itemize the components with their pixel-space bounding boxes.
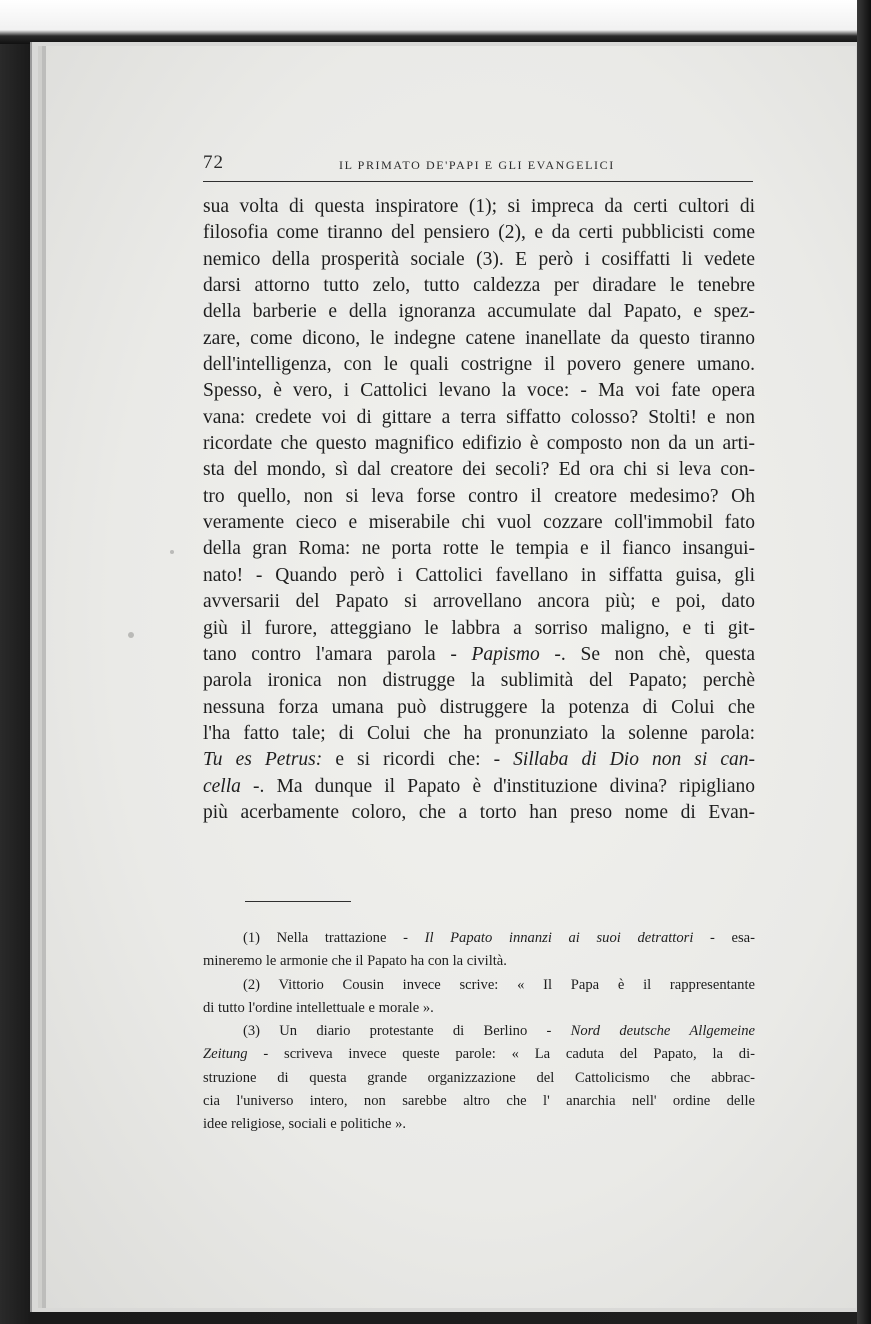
text-line: sua volta di questa inspiratore (1); si impreca da certi cultori di bbox=[203, 196, 755, 217]
text-run: - scriveva invece queste parole: « La caduta del Papato, la di- bbox=[247, 1046, 755, 1063]
italic-text: Il Papato innanzi ai suoi detrattori bbox=[424, 930, 694, 946]
text-line bbox=[203, 774, 755, 800]
footnote-line bbox=[203, 927, 755, 950]
text-line: giù il furore, atteggiano le labbra a sorriso maligno, e ti git- bbox=[203, 617, 755, 639]
text-line: Spesso, è vero, i Cattolici levano la voce: - Ma voi fate opera bbox=[203, 380, 755, 402]
text-line: dell'intelligenza, con le quali costrigne il povero genere umano. bbox=[203, 354, 755, 376]
text-line: ricordate che questo magnifico edifizio è composto non da un arti- bbox=[203, 433, 755, 455]
footnote-line: (2) Vittorio Cousin invece scrive: « Il Papa è il rappresentante bbox=[243, 976, 755, 993]
text-line bbox=[203, 642, 755, 668]
text-line: parola ironica non distrugge la sublimità del Papato; perchè bbox=[203, 670, 755, 692]
footnotes bbox=[203, 927, 755, 1136]
text-line: zare, come dicono, le indegne catene inanellate da questo tiranno bbox=[203, 327, 755, 349]
text-line: vana: credete voi di gittare a terra siffatto colosso? Stolti! e non bbox=[203, 406, 755, 428]
text-line: sta del mondo, sì dal creatore dei secoli? Ed ora chi si leva con- bbox=[203, 459, 755, 481]
italic-text: cella bbox=[203, 775, 241, 797]
text-run: (1) Nella trattazione - bbox=[243, 930, 425, 946]
footnote-line: cia l'universo intero, non sarebbe altro che l' anarchia nell' ordine delle bbox=[203, 1092, 755, 1109]
text-line: darsi attorno tutto zelo, tutto caldezza per diradare le tenebre bbox=[203, 275, 755, 297]
italic-text: Papismo bbox=[471, 643, 540, 665]
text-line: della barberie e della ignoranza accumulate dal Papato, e spez- bbox=[203, 301, 755, 323]
scan-top-edge bbox=[0, 0, 871, 44]
footnote-line: di tutto l'ordine intellettuale e morale ». bbox=[203, 999, 434, 1016]
text-line: tro quello, non si leva forse contro il creatore medesimo? Oh bbox=[203, 485, 755, 507]
text-line: avversarii del Papato si arrovellano ancora più; e poi, dato bbox=[203, 591, 755, 613]
italic-text: Tu es Petrus: bbox=[203, 749, 323, 771]
body-text bbox=[203, 194, 755, 826]
scan-right-edge bbox=[857, 0, 871, 1324]
footnote-line bbox=[203, 1043, 755, 1066]
text-run: -. Se non chè, questa bbox=[539, 643, 755, 665]
text-line: più acerbamente coloro, che a torto han preso nome di Evan- bbox=[203, 801, 755, 823]
running-head: IL PRIMATO DE'PAPI E GLI EVANGELICI bbox=[339, 158, 615, 172]
text-line: nessuna forza umana può distruggere la potenza di Colui che bbox=[203, 696, 755, 718]
footnote-separator bbox=[245, 901, 351, 902]
text-line bbox=[203, 747, 755, 773]
header-rule bbox=[203, 181, 753, 182]
footnote-line bbox=[203, 1020, 755, 1043]
text-run: e si ricordi che: - bbox=[322, 749, 514, 771]
text-line: della gran Roma: ne porta rotte le tempia e il fianco insangui- bbox=[203, 538, 755, 560]
paper-speck bbox=[170, 550, 174, 554]
italic-text: Sillaba di Dio non si can- bbox=[513, 749, 755, 771]
text-run: tano contro l'amara parola - bbox=[203, 643, 472, 665]
italic-text: Nord deutsche Allgemeine bbox=[570, 1023, 755, 1039]
footnote-line: struzione di questa grande organizzazione del Cattolicismo che abbrac- bbox=[203, 1069, 755, 1086]
text-line: l'ha fatto tale; di Colui che ha pronunziato la solenne parola: bbox=[203, 722, 755, 744]
text-run: (3) Un diario protestante di Berlino - bbox=[243, 1023, 571, 1039]
text-line: nato! - Quando però i Cattolici favellano in siffatta guisa, gli bbox=[203, 564, 755, 586]
paper-speck bbox=[128, 632, 134, 638]
footnote-line: mineremo le armonie che il Papato ha con la civiltà. bbox=[203, 953, 507, 970]
page-number: 72 bbox=[203, 152, 224, 173]
italic-text: Zeitung bbox=[203, 1046, 248, 1063]
text-run: -. Ma dunque il Papato è d'instituzione divina? ripigliano bbox=[240, 775, 755, 797]
text-line: nemico della prosperità sociale (3). E però i cosiffatti li vedete bbox=[203, 248, 755, 270]
footnote-line: idee religiose, sociali e politiche ». bbox=[203, 1116, 407, 1132]
page-header bbox=[203, 152, 753, 176]
text-line: filosofia come tiranno del pensiero (2), e da certi pubblicisti come bbox=[203, 222, 755, 244]
text-run: - esa- bbox=[693, 930, 755, 946]
text-line: veramente cieco e miserabile chi vuol cozzare coll'immobil fato bbox=[203, 512, 755, 534]
